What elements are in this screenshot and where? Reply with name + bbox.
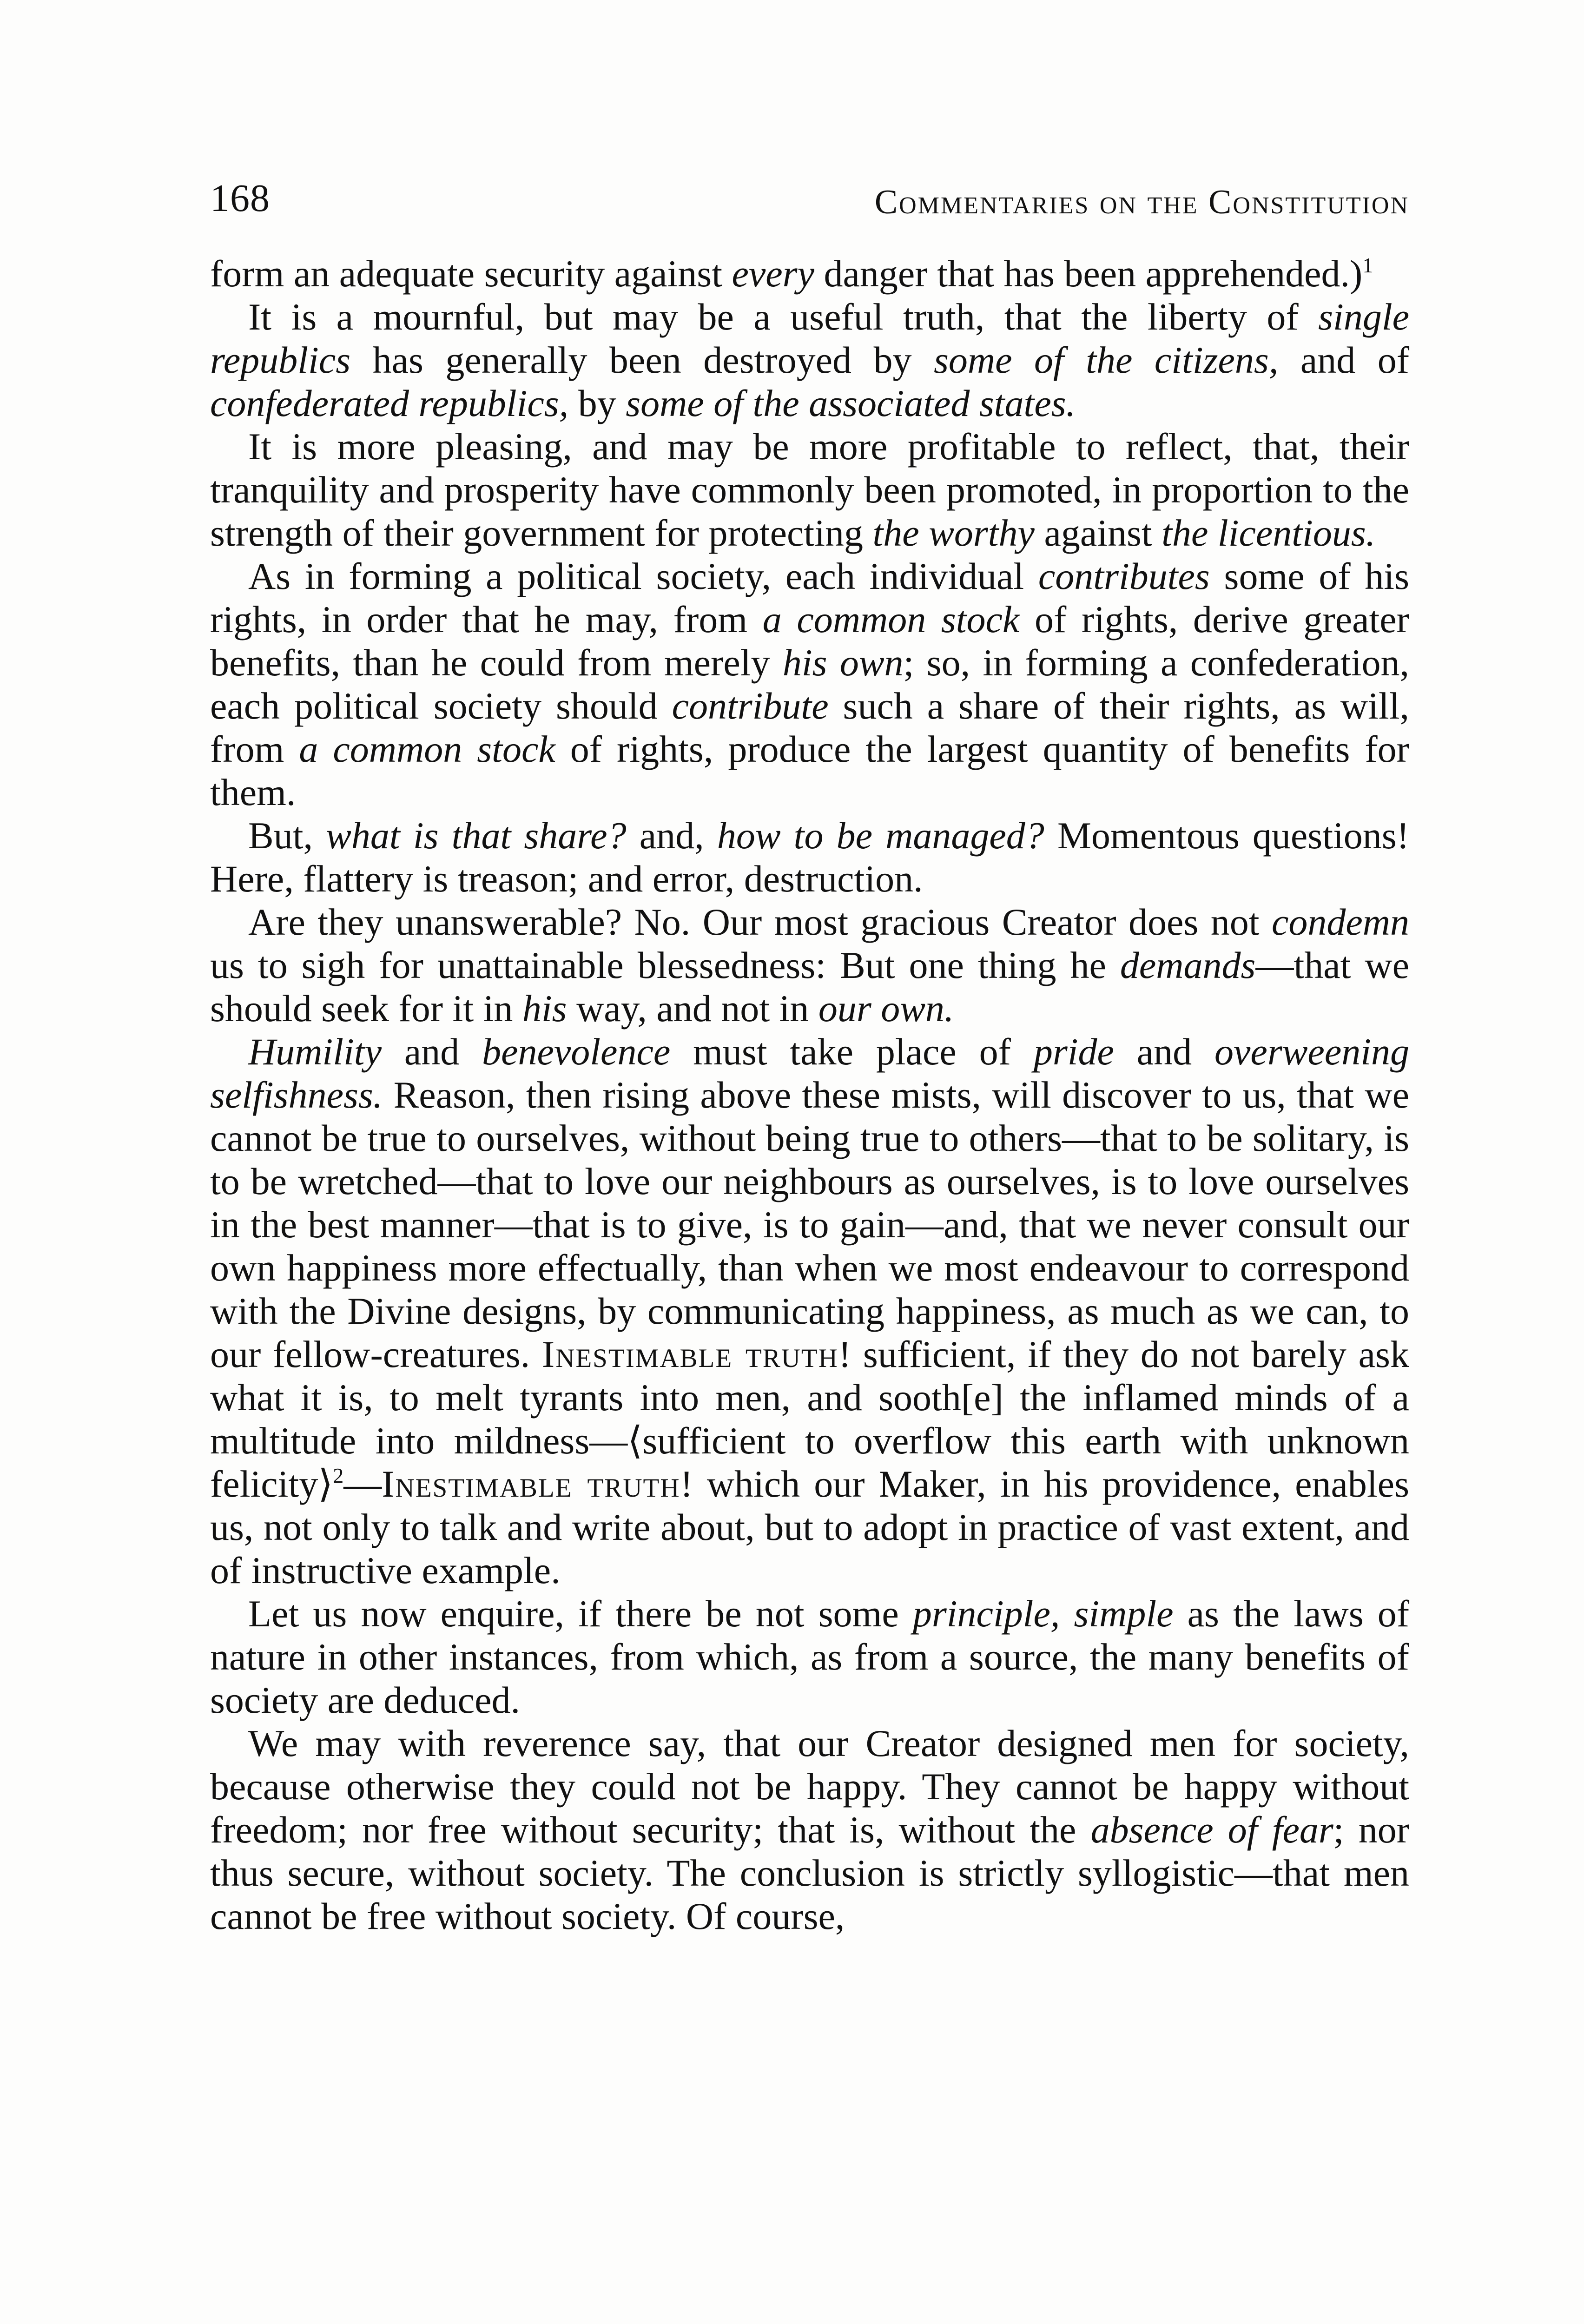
text-run: ; so, in forming a confederation, each political society should	[210, 641, 1409, 727]
paragraph	[210, 425, 1409, 555]
text-run: danger that has been apprehended.)	[814, 252, 1363, 295]
text-run: our own.	[818, 987, 954, 1030]
paragraph	[210, 252, 1409, 295]
running-title: Commentaries on the Constitution	[874, 183, 1409, 221]
text-run: absence of fear	[1090, 1809, 1333, 1851]
text-run: demands	[1120, 944, 1256, 986]
text-run: form an adequate security against	[210, 252, 732, 295]
text-run: principle, simple	[912, 1592, 1174, 1635]
text-run: It is a mournful, but may be a useful truth, that the liberty of	[248, 296, 1319, 338]
paragraph	[210, 900, 1409, 1030]
text-run: of rights, derive greater benefits, than he could from merely	[210, 598, 1409, 684]
text-run: of rights, produce the largest quantity of benefits for them.	[210, 728, 1409, 813]
text-run: what is that share?	[326, 814, 627, 857]
text-run: how to be managed?	[717, 814, 1044, 857]
text-run: —	[343, 1463, 382, 1505]
text-run: by	[568, 382, 626, 424]
text-run: ; nor thus secure, without society. The conclusion is strictly syllogistic—that men cannot be free without society. Of course,	[210, 1809, 1410, 1937]
text-run: Inestimable truth	[541, 1333, 838, 1375]
text-run: Let us now enquire, if there be not some	[248, 1592, 913, 1635]
text-run: Inestimable truth	[382, 1463, 680, 1505]
text-run: We may with reverence say, that our Creator designed men for society, because otherwise they could not be happy. They cannot be happy without freedom; nor free without security; that is, without the	[210, 1722, 1409, 1851]
text-run: Momentous questions! Here, flattery is treason; and error, destruction.	[210, 814, 1410, 900]
text-run: as the laws of nature in other instances, from which, as from a source, the many benefits of society are deduced.	[210, 1592, 1409, 1721]
text-run: us to sigh for unattainable blessedness: But one thing he	[210, 944, 1120, 986]
paragraph	[210, 1592, 1409, 1722]
paragraph	[210, 1722, 1409, 1938]
text-run: the licentious.	[1162, 512, 1376, 554]
text-run: and	[381, 1030, 482, 1073]
text-run: Are they unanswerable? No. Our most gracious Creator does not	[248, 901, 1272, 943]
text-run: —that we should seek for it in	[210, 944, 1410, 1030]
page-number: 168	[210, 177, 270, 220]
paragraph	[210, 814, 1409, 900]
footnote-marker: 1	[1362, 253, 1373, 277]
text-run: ! which our Maker, in his providence, enables us, not only to talk and write about, but to adopt in practice of vast extent, and of instructive example.	[210, 1463, 1409, 1591]
text-run: the worthy	[872, 512, 1035, 554]
text-run: single republics	[210, 296, 1409, 381]
text-run: As in forming a political society, each individual	[248, 555, 1038, 597]
text-run: pride	[1033, 1030, 1114, 1073]
text-run: Humility	[248, 1030, 382, 1073]
text-run: some of the citizens,	[933, 339, 1279, 381]
text-run: overweening selfishness.	[210, 1030, 1409, 1116]
text-run: and of	[1278, 339, 1410, 381]
text-run: and	[1114, 1030, 1215, 1073]
text-run: a common stock	[762, 598, 1020, 640]
text-run: a common stock	[299, 728, 555, 770]
text-run: has generally been destroyed by	[350, 339, 934, 381]
text-run: some of his rights, in order that he may, from	[210, 555, 1410, 640]
text-run: condemn	[1271, 901, 1409, 943]
text-run: contribute	[672, 685, 829, 727]
text-run: ! sufficient, if they do not barely ask what it is, to melt tyrants into men, and sooth[e] the inflamed minds of a multitude into mildness—⟨sufficient to overflow this earth with unknown felicity⟩	[210, 1333, 1409, 1505]
text-run: against	[1034, 512, 1162, 554]
text-run: confederated republics,	[210, 382, 569, 424]
text-run: way, and not in	[567, 987, 818, 1030]
paragraph	[210, 295, 1409, 425]
text-run: It is more pleasing, and may be more profitable to reflect, that, their tranquility and prosperity have commonly been promoted, in proportion to the strength of their government for protecting	[210, 425, 1409, 554]
text-run: Reason, then rising above these mists, will discover to us, that we cannot be true to ourselves, without being true to others—that to be solitary, is to be wretched—that to love our neighbours as ourselves, is to love ourselves in the best manner—that is to give, is to gain—and, that we never consult our own happiness more effectually, than when we most endeavour to correspond with the Divine designs, by communicating happiness, as much as we can, to our fellow-creatures.	[210, 1074, 1409, 1375]
text-run: some of the associated states.	[626, 382, 1076, 424]
text-run: his own	[782, 641, 904, 684]
footnote-marker: 2	[333, 1464, 344, 1487]
text-run: contributes	[1038, 555, 1210, 597]
paragraph	[210, 1030, 1409, 1592]
text-run: benevolence	[482, 1030, 671, 1073]
text-run: must take place of	[670, 1030, 1034, 1073]
text-run: every	[732, 252, 814, 295]
running-head	[210, 173, 1409, 224]
text-run: But,	[248, 814, 326, 857]
body-text	[210, 252, 1409, 1938]
text-run: such a share of their rights, as will, from	[210, 685, 1409, 770]
text-run: and,	[626, 814, 717, 857]
text-run: his	[522, 987, 567, 1030]
paragraph	[210, 555, 1409, 814]
